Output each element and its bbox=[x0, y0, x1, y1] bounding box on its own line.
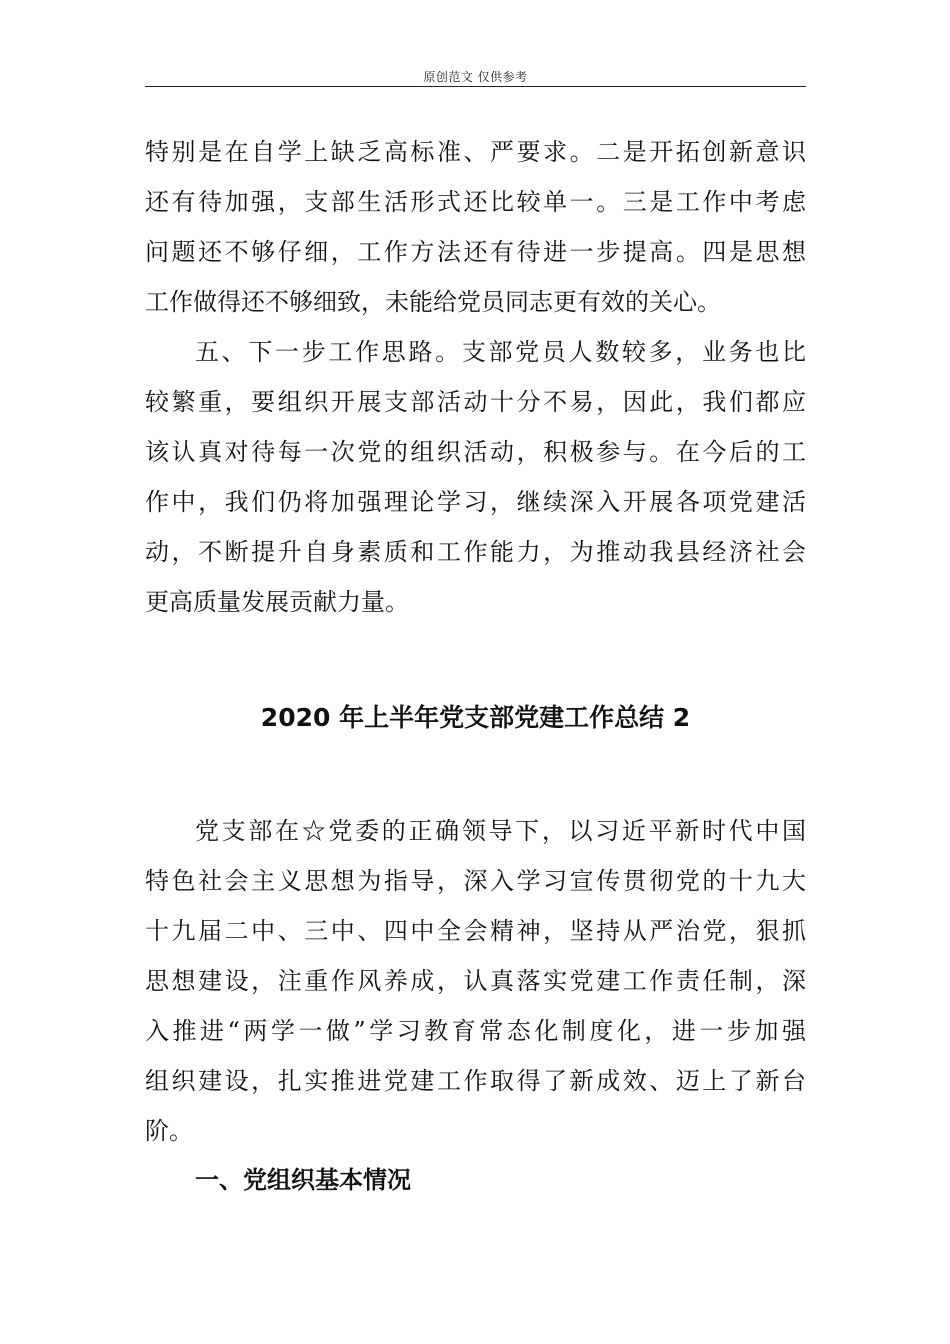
paragraph-line: 特色社会主义思想为指导，深入学习宣传贯彻党的十九大 bbox=[145, 867, 806, 895]
paragraph-line: 五、下一步工作思路。支部党员人数较多，业务也比 bbox=[195, 338, 806, 366]
page-header bbox=[145, 66, 806, 87]
paragraph-line: 更高质量发展贡献力量。 bbox=[145, 588, 409, 616]
paragraph-line: 组织建设，扎实推进党建工作取得了新成效、迈上了新台 bbox=[145, 1067, 806, 1095]
paragraph-line: 问题还不够仔细，工作方法还有待进一步提高。四是思想 bbox=[145, 238, 806, 266]
header-text: 原创范文 仅供参考 bbox=[423, 70, 528, 84]
paragraph-line: 十九届二中、三中、四中全会精神，坚持从严治党，狠抓 bbox=[145, 917, 806, 945]
paragraph-line: 作中，我们仍将加强理论学习，继续深入开展各项党建活 bbox=[145, 488, 806, 516]
paragraph-line: 还有待加强，支部生活形式还比较单一。三是工作中考虑 bbox=[145, 188, 806, 216]
paragraph-line: 特别是在自学上缺乏高标准、严要求。二是开拓创新意识 bbox=[145, 138, 806, 166]
section-subheading: 一、党组织基本情况 bbox=[195, 1165, 411, 1194]
paragraph-line: 较繁重，要组织开展支部活动十分不易，因此，我们都应 bbox=[145, 388, 806, 416]
paragraph-line: 思想建设，注重作风养成，认真落实党建工作责任制，深 bbox=[145, 967, 806, 995]
paragraph-line: 该认真对待每一次党的组织活动，积极参与。在今后的工 bbox=[145, 438, 806, 466]
paragraph-line: 阶。 bbox=[145, 1117, 193, 1145]
paragraph-line: 工作做得还不够细致，未能给党员同志更有效的关心。 bbox=[145, 288, 721, 316]
paragraph-line: 党支部在☆党委的正确领导下，以习近平新时代中国 bbox=[195, 817, 806, 845]
paragraph-line: 动，不断提升自身素质和工作能力，为推动我县经济社会 bbox=[145, 538, 806, 566]
section-title: 2020 年上半年党支部党建工作总结 2 bbox=[260, 703, 691, 732]
paragraph-line: 入推进“两学一做”学习教育常态化制度化，进一步加强 bbox=[145, 1017, 806, 1045]
